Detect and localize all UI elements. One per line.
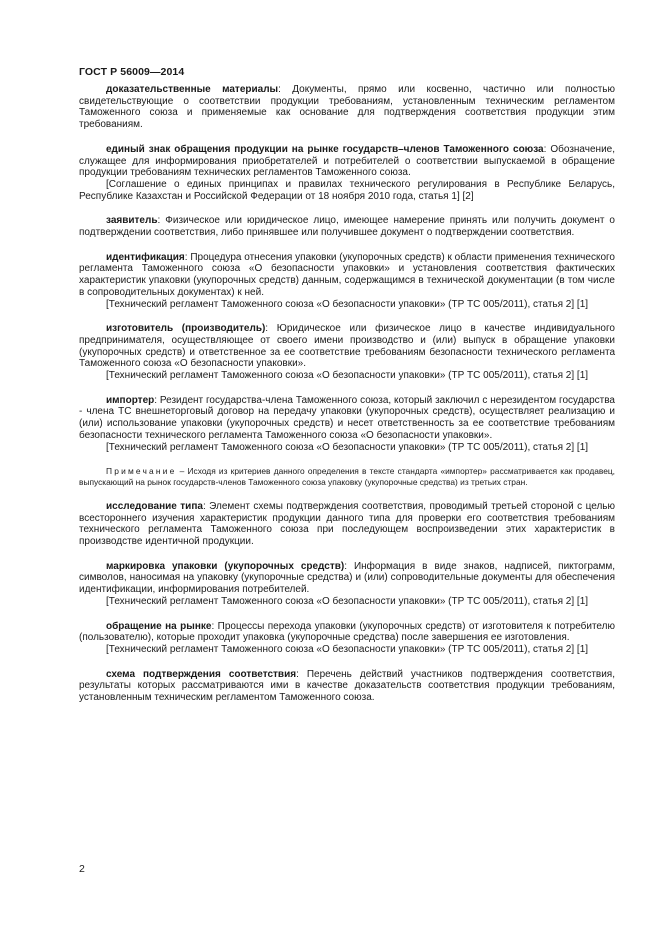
definition-text: : Процедура отнесения упаковки (укупорочных средств) к области применения технического регламента Таможенного союза «О безопасности упаковки» и установления соответствия фактических характеристик упаковки (укупорочных средств) данным, содержащимся в технической документации (в том числе в сопроводительных документах) к ней. xyxy=(79,251,615,298)
definition-text: : Элемент схемы подтверждения соответствия, проводимый третьей стороной с целью всестороннего изучения характеристик продукции данного типа для проверки его соответствия требованиям технического регламента Таможенного союза при последующем воспроизведении этих характеристик в производстве идентичной продукции. xyxy=(79,500,615,547)
term-title: обращение на рынке xyxy=(106,620,212,632)
term-title: маркировка упаковки (укупорочных средств) xyxy=(106,560,345,572)
term-title: схема подтверждения соответствия xyxy=(106,668,297,680)
term-entry xyxy=(79,501,615,548)
term-entry xyxy=(79,323,615,382)
term-source: [Технический регламент Таможенного союза «О безопасности упаковки» (ТР ТС 005/2011), статья 2] [1] xyxy=(106,441,589,453)
term-definition xyxy=(79,669,615,704)
term-definition xyxy=(79,501,615,548)
term-entry xyxy=(79,144,615,203)
definition-text: : Обозначение, служащее для информирования приобретателей и потребителей о соответствии выпускаемой в обращение продукции требованиям технических регламентов Таможенного союза. xyxy=(79,143,615,179)
term-definition xyxy=(79,561,615,596)
document-header: ГОСТ Р 56009—2014 xyxy=(79,66,185,78)
term-entry xyxy=(79,621,615,656)
term-source: [Соглашение о единых принципах и правилах технического регулирования в Республике Беларусь, Республике Казахстан и Российской Федерации от 18 ноября 2010 года, статья 1] [2] xyxy=(79,178,615,202)
definition-text: : Перечень действий участников подтверждения соответствия, результаты которых рассматриваются ими в качестве доказательств соответствия продукции требованиям, установленным техническим регламентом Таможенного союза. xyxy=(79,668,615,704)
term-definition xyxy=(79,395,615,442)
term-title: импортер xyxy=(106,394,155,406)
term-definition xyxy=(79,84,615,131)
page-number: 2 xyxy=(79,863,85,875)
term-title: изготовитель (производитель) xyxy=(106,323,266,335)
definition-text: : Юридическое или физическое лицо в качестве индивидуального предпринимателя, осуществляющее от своего имени производство и (или) выпуск в обращение упаковки (укупорочных средств) и ответственное за ее соответствие требованиям безопасности технического регламента Таможенного союза «О безопасности упаковки». xyxy=(79,323,615,370)
term-entry xyxy=(79,215,615,238)
term-entry xyxy=(79,669,615,704)
term-title: идентификация xyxy=(106,251,185,263)
term-source: [Технический регламент Таможенного союза «О безопасности упаковки» (ТР ТС 005/2011), статья 2] [1] xyxy=(106,643,589,655)
term-source: [Технический регламент Таможенного союза «О безопасности упаковки» (ТР ТС 005/2011), статья 2] [1] xyxy=(106,595,589,607)
term-definition xyxy=(79,323,615,370)
term-title: исследование типа xyxy=(106,500,203,512)
term-source: [Технический регламент Таможенного союза «О безопасности упаковки» (ТР ТС 005/2011), статья 2] [1] xyxy=(106,370,589,382)
term-definition xyxy=(79,252,615,299)
term-entry xyxy=(79,395,615,454)
term-definition xyxy=(79,621,615,644)
note-text: – Исходя из критериев данного определения в тексте стандарта «импортер» рассматривается как продавец, выпускающий на рынок государств-членов Таможенного союза упаковку (укупорочные средства) из третьих стран. xyxy=(79,466,615,488)
term-title: заявитель xyxy=(106,215,158,227)
term-definition xyxy=(79,144,615,179)
term-entry xyxy=(79,561,615,608)
term-entry xyxy=(79,84,615,131)
term-title: единый знак обращения продукции на рынке государств–членов Таможенного союза xyxy=(106,143,544,155)
definition-text: : Процессы перехода упаковки (укупорочных средств) от изготовителя к потребителю (пользователю), которые проходит упаковка (укупорочные средства) после завершения ее изготовления. xyxy=(79,620,615,644)
document-body xyxy=(79,84,615,717)
definition-text: : Информация в виде знаков, надписей, пиктограмм, символов, наносимая на упаковку (укупорочные средства) и (или) сопроводительные документы для обеспечения идентификации, информирования потребителей. xyxy=(79,560,615,596)
term-definition xyxy=(79,215,615,238)
term-source: [Технический регламент Таможенного союза «О безопасности упаковки» (ТР ТС 005/2011), статья 2] [1] xyxy=(106,298,589,310)
term-entry xyxy=(79,252,615,311)
note-label: Примечание xyxy=(106,466,177,477)
term-title: доказательственные материалы xyxy=(106,84,279,95)
note-paragraph xyxy=(79,466,615,488)
definition-text: : Резидент государства-члена Таможенного союза, который заключил с нерезидентом государства - члена ТС внешнеторговый договор на передачу упаковки (укупорочных средств), осуществляет реализацию и (или) использование упаковки (укупорочных средств) и несет ответственность за ее соответствие требованиям безопасности технического регламента Таможенного союза «О безопасности упаковки». xyxy=(79,394,615,441)
definition-text: : Физическое или юридическое лицо, имеющее намерение принять или получить документ о подтверждении соответствия, либо принявшее или получившее документ о подтверждении соответствия. xyxy=(79,215,615,239)
definition-text: : Документы, прямо или косвенно, частично или полностью свидетельствующие о соответствии продукции требованиям, установленным техническим регламентом Таможенного союза и применяемые как основание для подтверждения соответствия продукции этим требованиям. xyxy=(79,84,615,131)
